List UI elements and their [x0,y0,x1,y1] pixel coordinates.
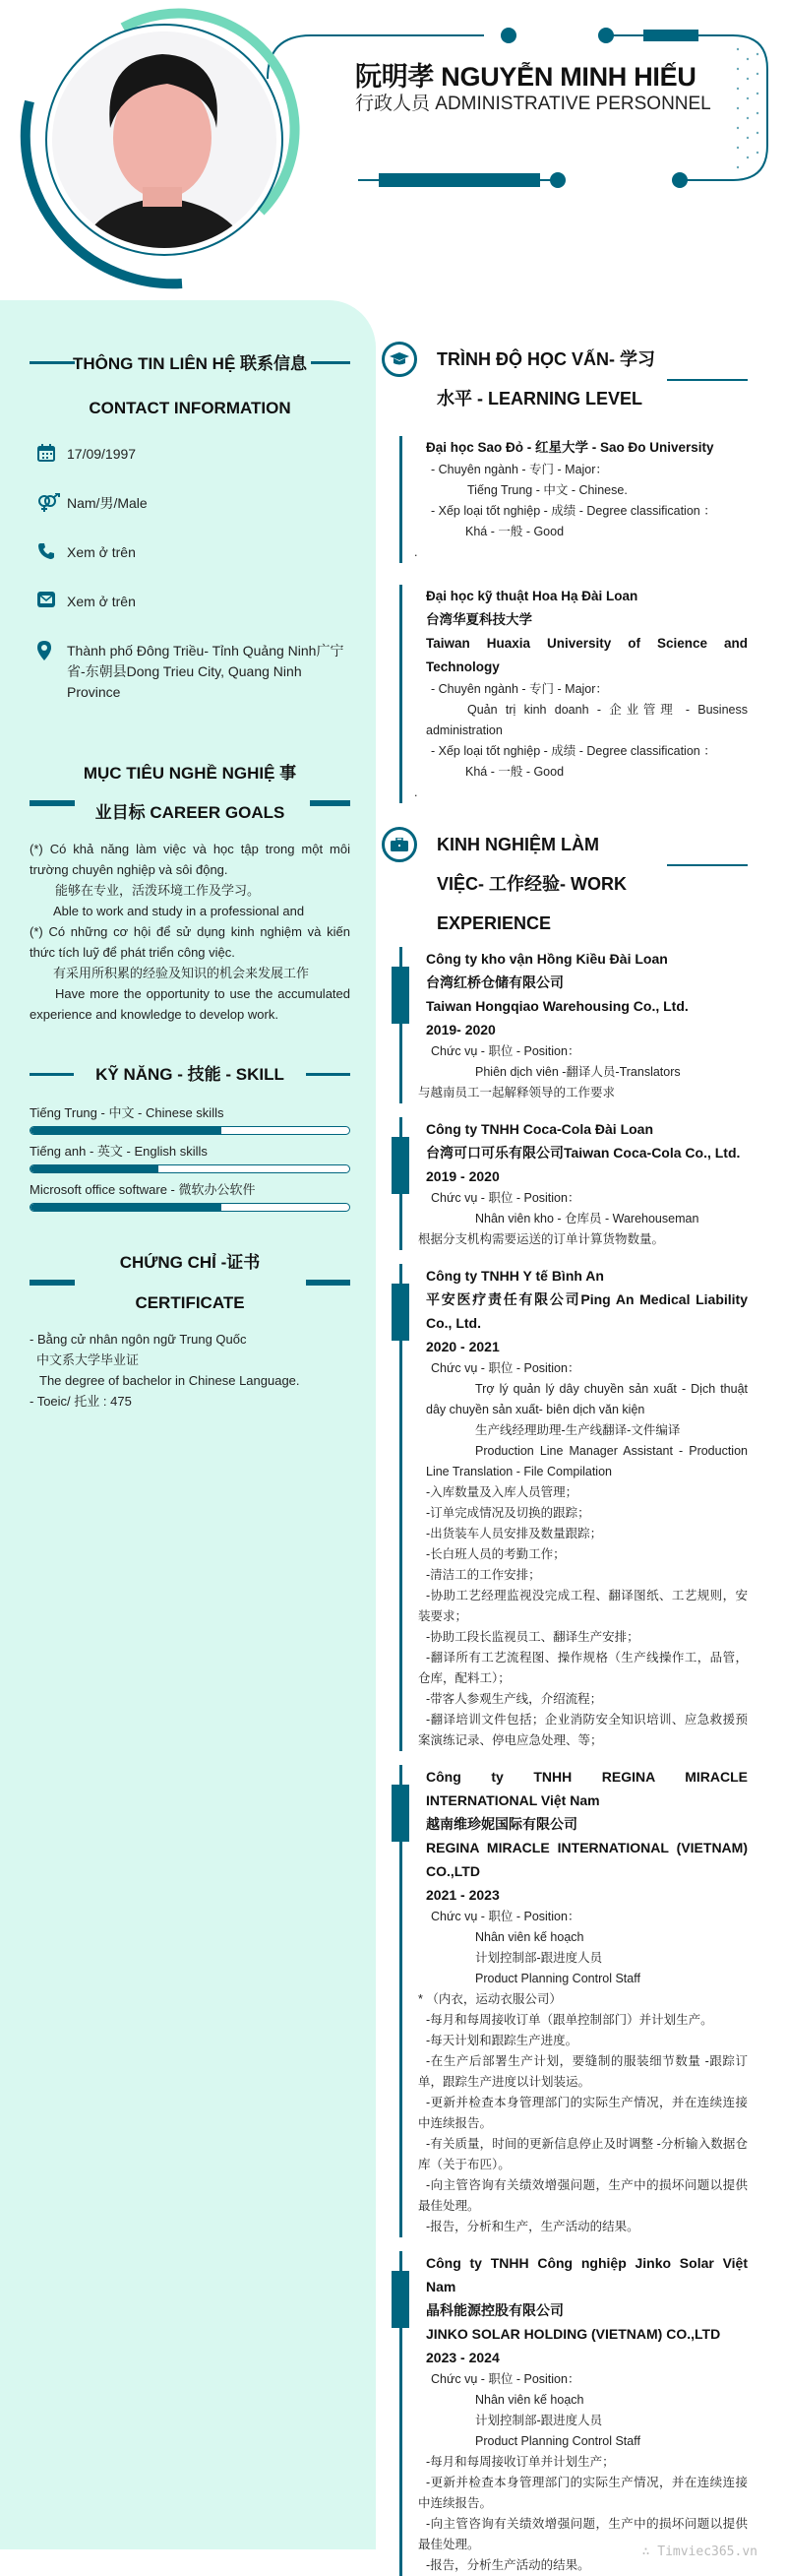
major-value: Tiếng Trung - 中文 - Chinese. [467,483,628,497]
experience-heading-text: KINH NGHIỆM LÀM VIỆC- 工作经验- WORK EXPERIENCE [437,835,627,933]
sidebar [0,300,376,2549]
company-name: Taiwan Hongqiao Warehousing Co., Ltd. [426,998,689,1014]
school-name: Đại học kỹ thuật Hoa Hạ Đài Loan [426,589,638,603]
certificates-section [30,1240,350,1412]
school-name: Đại học Sao Đỏ - 红星大学 - Sao Đo University [426,440,714,455]
responsibility-line: -更新并检查本身管理部门的实际生产情况，并在连续连接中连续报告。 [418,2096,748,2130]
career-goal-line: (*) Có khả năng làm việc và học tập trong một môi trường chuyên nghiệp và sôi động. [30,842,350,877]
skill-list [30,1104,350,1212]
responsibility-line: -每月和每周接收订单（跟单控制部门）并计划生产。 [426,2013,713,2027]
responsibility-line: -每月和每周接收订单并计划生产； [426,2455,615,2469]
company-name: 平安医疗责任有限公司Ping An Medical Liability Co., Ltd. [426,1291,748,1331]
skill-label: Tiếng anh - 英文 - English skills [30,1144,208,1159]
education-heading-text: TRÌNH ĐỘ HỌC VẤN- 学习水平 - LEARNING LEVEL [437,349,655,408]
responsibility-line: -清洁工的工作安排； [426,1568,541,1582]
responsibility-line: -带客人参观生产线，介绍流程； [426,1692,603,1706]
position-value: Nhân viên kế hoạch [475,2393,584,2407]
header-decoration [0,0,787,295]
responsibility-line: 根据分支机构需要运送的订单计算货物数量。 [418,1232,665,1246]
responsibility-line: -协助工段长监视员工、翻译生产安排； [426,1630,639,1644]
skill-progress-fill [30,1165,158,1172]
skill-progress-bar [30,1203,350,1212]
skills-section [30,1052,350,1212]
responsibility-line: -订单完成情况及切换的跟踪； [426,1506,590,1520]
responsibility-line: -向主管咨询有关绩效增强问题，生产中的损坏问题以提供最佳处理。 [418,2517,748,2551]
experience-entry [382,1264,748,1751]
certificate-list [30,1329,350,1412]
employment-years: 2019 - 2020 [426,1168,500,1184]
company-name: Công ty TNHH Y tế Bình An [426,1268,604,1284]
graduation-cap-icon [382,342,417,377]
responsibility-line: -在生产后部署生产计划，要缝制的服装细节数量 -跟踪订单，跟踪生产进度以计划装运。 [418,2054,748,2089]
briefcase-icon [382,827,417,862]
certificates-heading-line1: CHỨNG CHỈ -证书 [119,1253,261,1272]
position-label: Chức vụ - 职位 - Position： [431,1910,580,1923]
company-name: REGINA MIRACLE INTERNATIONAL (VIETNAM) CO.,LTD [426,1840,748,1879]
position-value: Nhân viên kho - 仓库员 - Warehouseman [475,1212,699,1225]
timeline-marker [392,967,409,1024]
position-value: Product Planning Control Staff [475,2434,640,2448]
company-name: Công ty TNHH REGINA MIRACLE INTERNATIONAL Việt Nam [426,1769,748,1808]
education-entry [382,585,748,803]
company-name: Công ty kho vận Hồng Kiều Đài Loan [426,951,668,967]
responsibility-line: -翻译培训文件包括；企业消防安全知识培训、应急救援预案演练记录、停电应急处理、等； [418,1713,748,1747]
timeline-marker [392,1785,409,1842]
contact-item-text: Thành phố Đông Triều- Tỉnh Quảng Ninh广宁省-东朝县Dong Trieu City, Quang Ninh Province [67,643,344,700]
contact-item-text: Nam/男/Male [67,495,148,511]
employment-years: 2020 - 2021 [426,1339,500,1354]
certificates-heading-line2: CERTIFICATE [135,1293,245,1312]
skills-heading: KỸ NĂNG - 技能 - SKILL [95,1065,284,1084]
entry-dot: . [414,545,418,559]
skill-label: Tiếng Trung - 中文 - Chinese skills [30,1105,224,1120]
position-label: Chức vụ - 职位 - Position： [431,1191,580,1205]
responsibility-line: 与越南员工一起解释领导的工作要求 [418,1086,616,1100]
responsibility-line: -向主管咨询有关绩效增强问题，生产中的损坏问题以提供最佳处理。 [418,2178,748,2213]
position-value: Trợ lý quản lý dây chuyền sản xuất - Dịch thuật dây chuyền sản xuất- biên dịch văn kiện [426,1382,748,1416]
career-goals-heading-line2: 业目标 CAREER GOALS [94,803,285,822]
skill-label: Microsoft office software - 微软办公软件 [30,1182,256,1197]
contact-item [30,641,350,700]
position-value: 生产线经理助理-生产线翻译-文件编译 [475,1423,681,1437]
contact-item-text: Xem ở trên [67,544,136,560]
responsibility-line: -报告，分析生产活动的结果。 [426,2558,590,2572]
grade-value: Khá - 一般 - Good [465,765,565,779]
company-name: 台湾可口可乐有限公司Taiwan Coca-Cola Co., Ltd. [426,1145,741,1161]
skill-progress-bar [30,1126,350,1135]
responsibility-line: -更新并检查本身管理部门的实际生产情况，并在连续连接中连续报告。 [418,2476,748,2510]
contact-heading: THÔNG TIN LIÊN HỆ 联系信息 CONTACT INFORMATION [73,354,307,417]
entry-dot: . [414,785,418,799]
position-value: Production Line Manager Assistant - Production Line Translation - File Compilation [426,1444,748,1478]
education-heading [382,340,748,418]
contact-list [30,444,350,700]
profile-photo [39,20,295,266]
timeline-bar [399,436,402,563]
responsibility-line: -协助工艺经理监视没完成工程、翻译图纸、工艺规则，安装要求； [418,1589,748,1623]
timeline-marker [392,1137,409,1194]
employment-years: 2021 - 2023 [426,1887,500,1903]
company-name: Công ty TNHH Công nghiệp Jinko Solar Việt Nam [426,2255,748,2294]
contact-item [30,592,350,641]
education-entry [382,436,748,563]
company-name: 台湾红桥仓储有限公司 [426,974,564,990]
phone-icon [37,542,65,566]
school-name: Taiwan Huaxia University of Science and Technology [426,636,748,674]
grade-label: - Xếp loại tốt nghiệp - 成绩 - Degree classification ： [431,744,716,758]
major-label: - Chuyên ngành - 专门 - Major： [431,682,608,696]
candidate-name: 阮明孝 NGUYỄN MINH HIẾU [355,62,696,92]
responsibility-line: -有关质量，时间的更新信息停止及时调整 -分析输入数据仓库（关于布匹）。 [418,2137,748,2171]
experience-entry [382,1117,748,1250]
responsibility-line: -出货装车人员安排及数量跟踪； [426,1527,603,1540]
education-list [382,436,748,803]
position-label: Chức vụ - 职位 - Position： [431,1044,580,1058]
divider [667,379,748,381]
contact-section [30,342,350,700]
career-goals-text [30,839,350,1025]
grade-label: - Xếp loại tốt nghiệp - 成绩 - Degree classification ： [431,504,716,518]
contact-item [30,493,350,542]
career-goal-line: 有采用所积累的经验及知识的机会来发展工作 [53,966,310,980]
grade-value: Khá - 一般 - Good [465,525,565,538]
experience-entry [382,1765,748,2237]
location-icon [37,641,65,666]
career-goal-line: Have more the opportunity to use the accumulated experience and knowledge to develop work. [30,986,350,1022]
skill-progress-fill [30,1204,221,1211]
responsibility-line: -每天计划和跟踪生产进度。 [426,2034,578,2047]
divider [667,864,748,866]
watermark: ∴ Timviec365.vn [641,2545,757,2559]
position-value: Product Planning Control Staff [475,1972,640,1985]
cv-header [0,0,787,295]
experience-heading [382,825,748,943]
experience-entry [382,947,748,1103]
skill-progress-fill [30,1127,221,1134]
career-goals-heading-line1: MỤC TIÊU NGHỀ NGHIỆ 事 [83,764,297,783]
certificate-line: - Bằng cử nhân ngôn ngữ Trung Quốc [30,1332,247,1347]
timeline-bar [399,585,402,803]
contact-item [30,542,350,592]
contact-item [30,444,350,493]
employment-years: 2019- 2020 [426,1022,496,1037]
certificate-line: - Toeic/ 托业 : 475 [30,1394,132,1409]
career-goal-line: 能够在专业，活泼环境工作及学习。 [55,883,261,898]
position-label: Chức vụ - 职位 - Position： [431,1361,580,1375]
certificate-line: The degree of bachelor in Chinese Language. [39,1373,300,1388]
responsibility-line: -长白班人员的考勤工作； [426,1547,566,1561]
contact-item-text: Xem ở trên [67,594,136,609]
employment-years: 2023 - 2024 [426,2350,500,2365]
career-goals-section [30,751,350,1025]
company-name: JINKO SOLAR HOLDING (VIETNAM) CO.,LTD [426,2326,721,2342]
major-label: - Chuyên ngành - 专门 - Major： [431,463,608,476]
position-value: 计划控制部-跟进度人员 [475,2414,603,2427]
timeline-marker [392,2271,409,2328]
contact-item-text: 17/09/1997 [67,446,137,462]
major-value: Quản trị kinh doanh - 企业管理 - Business administration [426,703,748,737]
gender-icon [37,493,65,519]
company-name: Công ty TNHH Coca-Cola Đài Loan [426,1121,654,1137]
experience-list [382,947,748,2576]
responsibility-line: -翻译所有工艺流程图、操作规格（生产线操作工，品管，仓库，配料工）； [418,1651,748,1685]
position-value: 计划控制部-跟进度人员 [475,1951,603,1965]
position-value: Nhân viên kế hoạch [475,1930,584,1944]
company-name: 越南维珍妮国际有限公司 [426,1816,577,1832]
school-name: 台湾华夏科技大学 [426,612,532,627]
career-goal-line: (*) Có những cơ hội để sử dụng kinh nghiệm và kiến thức tích luỹ để phát triển công việc. [30,924,350,960]
calendar-icon [37,444,65,468]
experience-entry [382,2251,748,2576]
position-label: Chức vụ - 职位 - Position： [431,2372,580,2386]
main-column [382,340,748,2576]
responsibility-line: * （内衣，运动衣服公司） [418,1992,562,2006]
timeline-marker [392,1284,409,1341]
career-goal-line: Able to work and study in a professional and [53,904,305,918]
company-name: 晶科能源控股有限公司 [426,2302,564,2318]
email-icon [37,592,65,613]
skill-progress-bar [30,1164,350,1173]
certificate-line: 中文系大学毕业证 [36,1352,140,1367]
candidate-title: 行政人员 ADMINISTRATIVE PERSONNEL [355,94,711,114]
responsibility-line: -报告，分析和生产，生产活动的结果。 [426,2220,639,2233]
position-value: Phiên dịch viên -翻译人员-Translators [475,1065,681,1079]
responsibility-line: -入库数量及入库人员管理； [426,1485,578,1499]
